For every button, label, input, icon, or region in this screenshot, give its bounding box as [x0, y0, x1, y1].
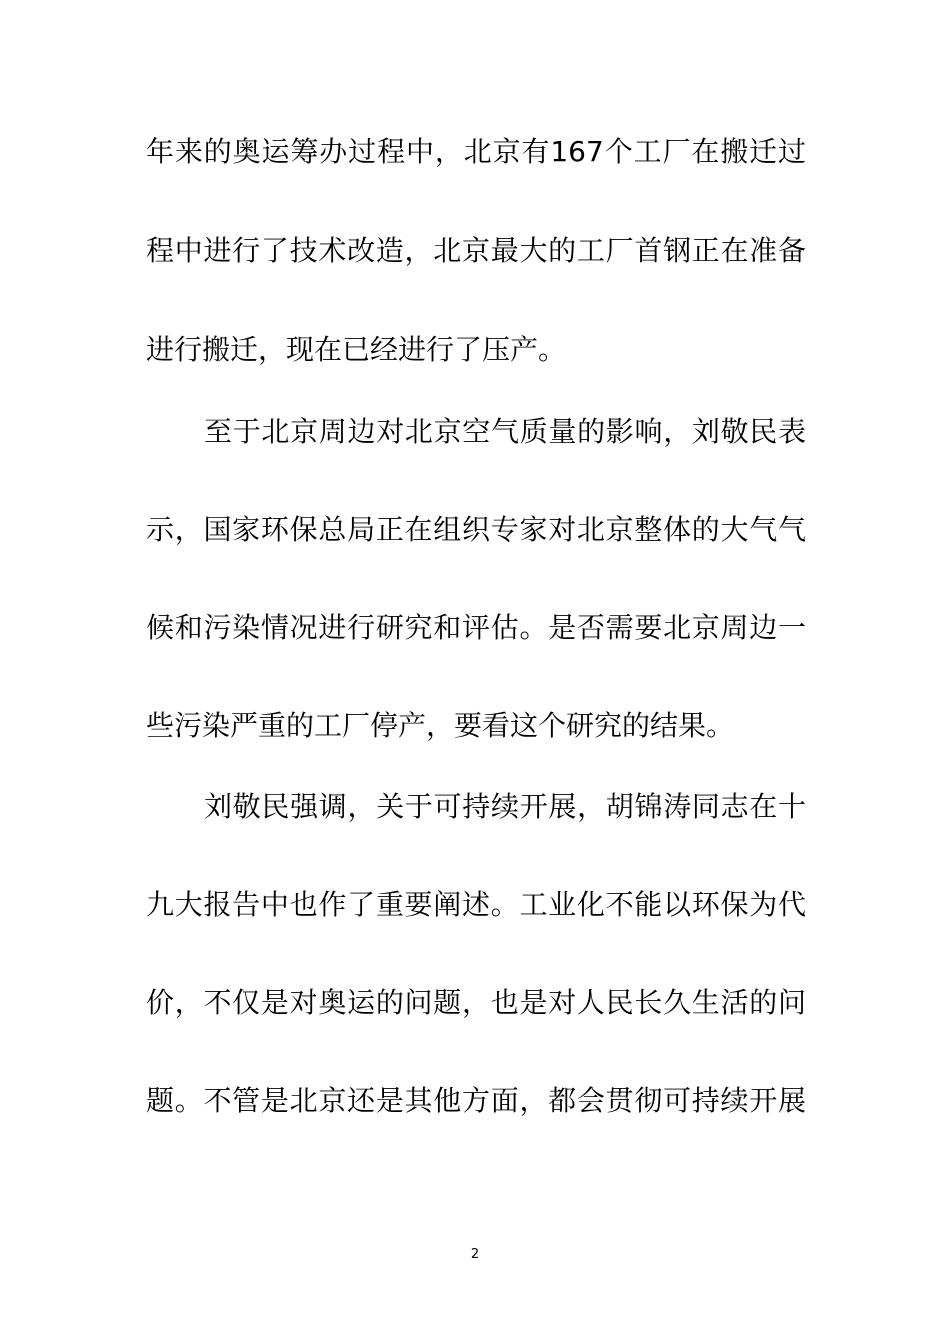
text-line: 题。不管是北京还是其他方面，都会贯彻可持续开展 [146, 1084, 806, 1117]
text-line: 候和污染情况进行研究和评估。是否需要北京周边一 [146, 611, 806, 644]
text-line: 年来的奥运筹办过程中，北京有167个工厂在搬迁过 [146, 135, 806, 168]
paragraph-first-line: 刘敬民强调，关于可持续开展，胡锦涛同志在十 [204, 790, 806, 823]
text-line: 进行搬迁，现在已经进行了压产。 [146, 333, 567, 366]
paragraph-first-line: 至于北京周边对北京空气质量的影响，刘敬民表 [204, 415, 806, 448]
text-line: 价，不仅是对奥运的问题，也是对人民长久生活的问 [146, 986, 806, 1019]
page-number: 2 [470, 1247, 480, 1262]
text-line: 示，国家环保总局正在组织专家对北京整体的大气气 [146, 513, 806, 546]
text-line: 程中进行了技术改造，北京最大的工厂首钢正在准备 [146, 234, 806, 267]
text-line: 些污染严重的工厂停产，要看这个研究的结果。 [146, 709, 735, 742]
text-line: 九大报告中也作了重要阐述。工业化不能以环保为代 [146, 888, 806, 921]
